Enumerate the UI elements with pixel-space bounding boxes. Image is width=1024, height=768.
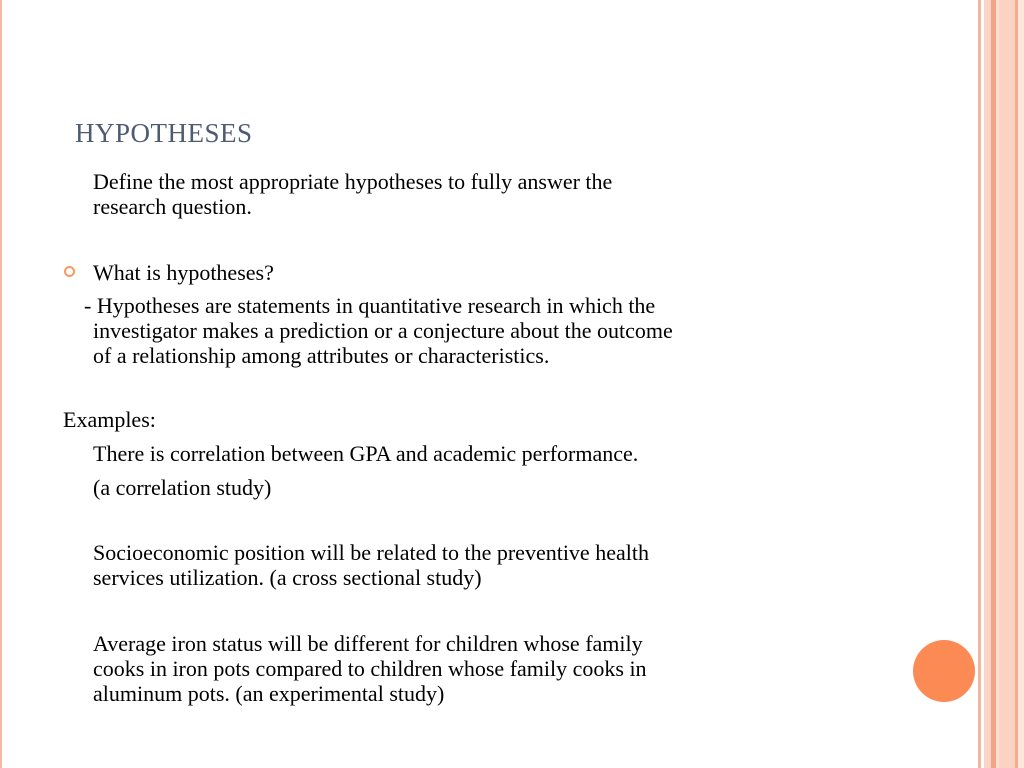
right-stripe (1018, 0, 1024, 768)
definition-line-1: - Hypotheses are statements in quantitative research in which the (84, 293, 656, 318)
definition-line-2: investigator makes a prediction or a conjecture about the outcome (93, 318, 673, 343)
example-2-line-1: Socioeconomic position will be related to the preventive health (93, 540, 649, 565)
example-1-line-1: There is correlation between GPA and academic performance. (93, 441, 639, 466)
example-1-line-2: (a correlation study) (93, 475, 272, 500)
left-border-rule (0, 0, 2, 768)
right-stripe (978, 0, 981, 768)
right-stripe (999, 0, 1015, 768)
examples-heading: Examples: (63, 407, 156, 432)
slide-title: HYPOTHESES (75, 118, 253, 148)
right-stripe (984, 0, 991, 768)
example-3-line-1: Average iron status will be different for children whose family (93, 631, 643, 656)
example-3-line-3: aluminum pots. (an experimental study) (93, 681, 445, 706)
definition-line-3: of a relationship among attributes or characteristics. (93, 343, 550, 368)
orange-circle-decoration (913, 640, 975, 702)
hollow-circle-bullet-icon (64, 266, 75, 277)
intro-line-1: Define the most appropriate hypotheses to fully answer the (93, 169, 613, 194)
example-3-line-2: cooks in iron pots compared to children whose family cooks in (93, 656, 647, 681)
question-bullet-text: What is hypotheses? (93, 260, 274, 285)
intro-line-2: research question. (93, 194, 252, 219)
example-2-line-2: services utilization. (a cross sectional study) (93, 565, 482, 590)
